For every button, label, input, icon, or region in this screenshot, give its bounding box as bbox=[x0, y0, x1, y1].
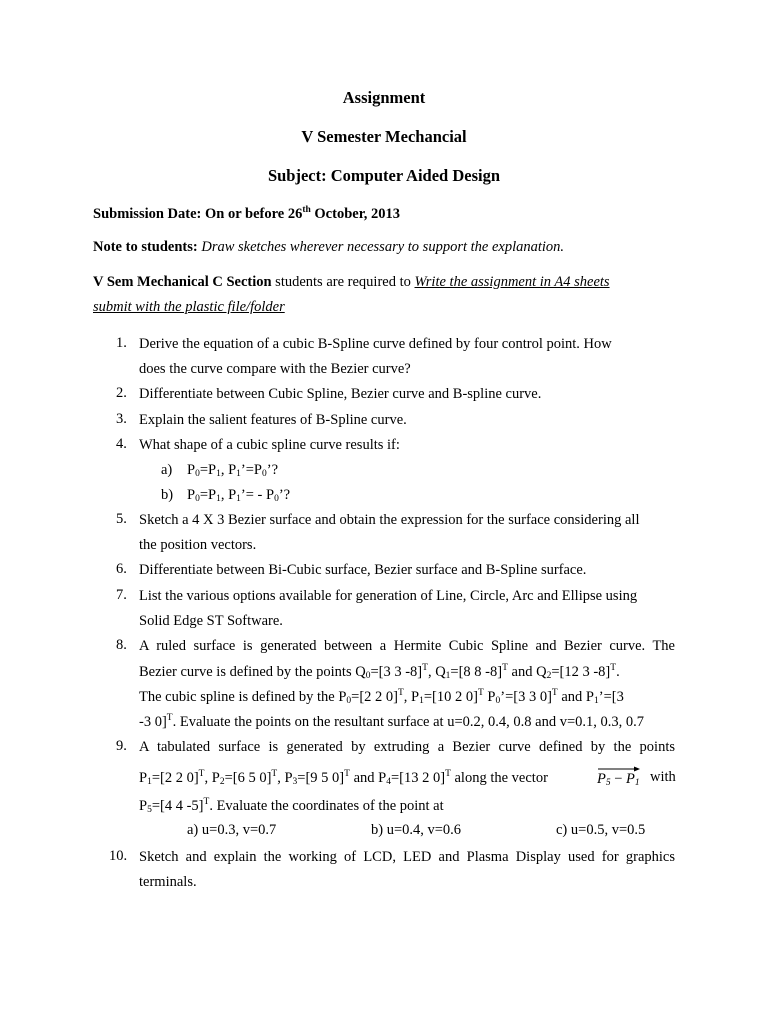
section-instruction: V Sem Mechanical C Section students are required to Write the assignment in A4 sheets bbox=[93, 274, 610, 290]
question-number: 1. bbox=[116, 335, 127, 351]
question-2: Differentiate between Cubic Spline, Bezier curve and B-spline curve. bbox=[139, 386, 542, 402]
question-number: 9. bbox=[116, 738, 127, 754]
question-8-line-2: Bezier curve is defined by the points $Q_0=[3$ 3 -8]$^T$, $Q_1=[8$ 8 -8]$^T$ and $Q_2=[12$ 3 -8]$^T$. bbox=[139, 663, 620, 681]
question-4b-condition: $P_0=P_1$, $P_1’= - P_0$’? bbox=[187, 487, 291, 504]
question-8-line-4: -3 0]$^T$. Evaluate the points on the resultant surface at u=0.2, 0.4, 0.8 and v=0.1, 0.3, 0.7 bbox=[139, 713, 645, 730]
document-title: Assignment bbox=[342, 88, 426, 107]
question-4a-label: a) bbox=[161, 462, 173, 478]
question-number: 10. bbox=[109, 848, 128, 864]
note-to-students bbox=[93, 239, 564, 256]
section-instruction-cont: submit with the plastic file/folder bbox=[93, 299, 285, 315]
question-number: 5. bbox=[116, 511, 127, 527]
question-1-line-2: does the curve compare with the Bezier curve? bbox=[139, 361, 411, 377]
note-label: Note to students: bbox=[93, 239, 198, 255]
vector-expression: $P_5 - P_1$ bbox=[597, 772, 640, 789]
question-7-line-1: List the various options available for generation of Line, Circle, Arc and Ellipse using bbox=[139, 588, 638, 604]
question-4a-condition: $P_0=P_1$, $P_1’=P_0$’? bbox=[187, 462, 278, 479]
question-9-line-3: $P_5=[4$ 4 -5]$^T$. Evaluate the coordinates of the point at bbox=[139, 797, 444, 815]
question-1-line-1: Derive the equation of a cubic B-Spline curve defined by four control point. How bbox=[139, 336, 612, 352]
question-4b-label: b) bbox=[161, 487, 174, 503]
question-5-line-2: the position vectors. bbox=[139, 537, 257, 553]
question-4: What shape of a cubic spline curve results if: bbox=[139, 437, 400, 453]
question-number: 8. bbox=[116, 637, 127, 653]
question-9-line-2: $P_1=[2$ 2 0]$^T$, $P_2=[6$ 5 0]$^T$, $P_3=[9$ 5 0]$^T$ and $P_4=[13$ 2 0]$^T$ along the vector bbox=[139, 769, 548, 787]
question-number: 2. bbox=[116, 385, 127, 401]
question-8-line-3: The cubic spline is defined by the $P_0=[2$ 2 0]$^T$, $P_1=[10$ 2 0]$^T$ $P_0’=[3$ 3 0]$^T$ and $P_1’=[3$ bbox=[139, 688, 624, 706]
vector-arrow-icon bbox=[597, 765, 641, 773]
question-10-line-2: terminals. bbox=[139, 874, 197, 890]
question-3: Explain the salient features of B-Spline curve. bbox=[139, 412, 407, 428]
note-text: Draw sketches wherever necessary to support the explanation. bbox=[201, 239, 565, 255]
question-7-line-2: Solid Edge ST Software. bbox=[139, 613, 283, 629]
question-8-line-1: A ruled surface is generated between a Hermite Cubic Spline and Bezier curve. The bbox=[139, 638, 675, 654]
question-number: 6. bbox=[116, 561, 127, 577]
question-number: 7. bbox=[116, 587, 127, 603]
question-10-line-1: Sketch and explain the working of LCD, LED and Plasma Display used for graphics bbox=[139, 849, 675, 865]
question-5-line-1: Sketch a 4 X 3 Bezier surface and obtain the expression for the surface considering all bbox=[139, 512, 640, 528]
question-number: 3. bbox=[116, 411, 127, 427]
question-9-line-1: A tabulated surface is generated by extruding a Bezier curve defined by the points bbox=[139, 739, 675, 755]
question-9-option-b: b) u=0.4, v=0.6 bbox=[371, 822, 462, 838]
submission-date: Submission Date: On or before 26th October, 2013 bbox=[93, 205, 401, 222]
subject-heading: Subject: Computer Aided Design bbox=[267, 166, 501, 185]
question-6: Differentiate between Bi-Cubic surface, Bezier surface and B-Spline surface. bbox=[139, 562, 587, 578]
question-9-option-a: a) u=0.3, v=0.7 bbox=[187, 822, 277, 838]
question-9-with: with bbox=[650, 769, 676, 785]
semester-heading: V Semester Mechancial bbox=[301, 127, 467, 146]
question-number: 4. bbox=[116, 436, 127, 452]
question-9-option-c: c) u=0.5, v=0.5 bbox=[556, 822, 646, 838]
